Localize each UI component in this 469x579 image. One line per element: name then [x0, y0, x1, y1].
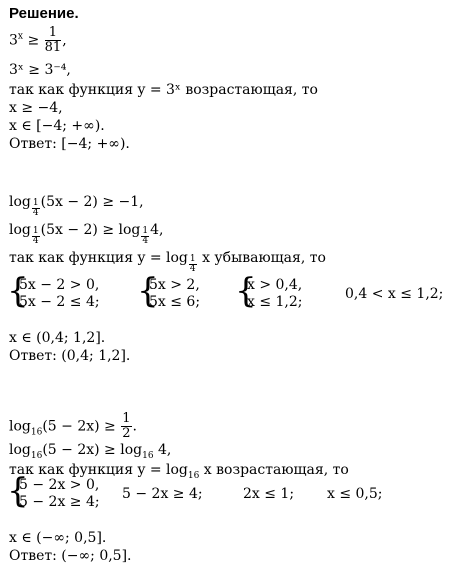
- p2-result: 0,4 < x ≤ 1,2;: [345, 286, 444, 302]
- p3-l1-log: log: [9, 418, 31, 435]
- p2-s2-row1: 5x > 2,: [149, 277, 200, 293]
- p2-s1-row2: 5x − 2 ≤ 4;: [19, 294, 100, 310]
- p1-exponent: x: [17, 31, 23, 42]
- p3-l2-log: log: [9, 442, 31, 458]
- p2-l2-den1: 4: [32, 236, 39, 246]
- p1-fraction: [45, 26, 62, 55]
- p3-step1: 5 − 2x ≥ 4;: [122, 486, 203, 502]
- p3-answer: Ответ: (−∞; 0,5].: [9, 548, 132, 564]
- p1-line4: x ≥ −4,: [9, 100, 63, 116]
- p2-l2-num2: 1: [142, 226, 149, 236]
- p2-l2-den2: 4: [142, 236, 149, 246]
- p3-num: 1: [122, 411, 131, 426]
- p2-line2: [9, 222, 163, 246]
- p3-system: [19, 477, 100, 511]
- p3-l2-base1: 16: [30, 451, 43, 461]
- p2-s1-row1: 5x − 2 > 0,: [19, 277, 100, 293]
- p3-l1-tail: .: [132, 418, 137, 435]
- p2-l2-mid: (5x − 2) ≥ log: [40, 222, 141, 238]
- solution-title: Решение.: [9, 5, 79, 22]
- p3-l2-tail: 4,: [158, 442, 172, 458]
- p2-base-fraction: [32, 199, 40, 218]
- p2-system1: [19, 277, 100, 311]
- p1-line5: x ∈ [−4; +∞).: [9, 118, 105, 134]
- p2-s2-row2: 5x ≤ 6;: [149, 294, 201, 310]
- p2-l2-num1: 1: [32, 226, 39, 236]
- p2-l2-tail: 4,: [150, 222, 164, 238]
- p2-system3: [247, 277, 303, 311]
- p2-l3-a: так как функция y = log: [9, 250, 188, 266]
- p2-line5: x ∈ (0,4; 1,2].: [9, 330, 106, 346]
- p2-l3-num: 1: [189, 254, 196, 264]
- p3-den: 2: [122, 426, 131, 441]
- p1-line3: так как функция y = 3ˣ возрастающая, то: [9, 82, 318, 98]
- p1-tail: ,: [62, 32, 67, 49]
- p3-l3-b: x возрастающая, то: [203, 462, 349, 478]
- p3-s-row2: 5 − 2x ≥ 4;: [19, 494, 100, 510]
- p3-step2: 2x ≤ 1;: [243, 486, 295, 502]
- p1-line2: 3ˣ ≥ 3⁻⁴,: [9, 62, 71, 78]
- p2-line1: [9, 194, 144, 218]
- p2-s3-row2: x ≤ 1,2;: [247, 294, 303, 310]
- p2-l3-den: 4: [189, 264, 196, 274]
- p3-system-brace: {: [7, 471, 29, 511]
- p3-step3: x ≤ 0,5;: [327, 486, 383, 502]
- p3-l2-mid: (5 − 2x) ≥ log: [42, 442, 143, 458]
- p2-base-num: 1: [32, 198, 39, 208]
- p3-s-row1: 5 − 2x > 0,: [19, 477, 100, 493]
- p3-l1-mid: (5 − 2x) ≥: [42, 418, 116, 435]
- p2-log: log: [9, 194, 31, 210]
- p2-s3-row1: x > 0,4,: [247, 277, 303, 293]
- p3-fraction: [121, 412, 131, 441]
- p2-base-den: 4: [32, 208, 39, 218]
- p2-l2-log: log: [9, 222, 31, 238]
- p2-system2-brace: {: [137, 271, 159, 311]
- p2-l1-rest: (5x − 2) ≥ −1,: [40, 194, 144, 210]
- p1-line1: [9, 26, 67, 55]
- p2-system1-brace: {: [7, 271, 29, 311]
- p2-system2: [149, 277, 200, 311]
- p3-l3-base: 16: [187, 471, 200, 481]
- p2-system3-brace: {: [235, 271, 257, 311]
- p1-numerator: 1: [45, 26, 62, 41]
- p1-answer: Ответ: [−4; +∞).: [9, 136, 130, 152]
- p2-answer: Ответ: (0,4; 1,2].: [9, 348, 131, 364]
- p3-line5: x ∈ (−∞; 0,5].: [9, 530, 107, 546]
- p3-line1: [9, 412, 137, 441]
- p3-l3-a: так как функция y = log: [9, 462, 188, 478]
- p1-relation: ≥: [27, 32, 40, 49]
- p2-l3-b: x убывающая, то: [202, 250, 326, 266]
- p2-l3-base: [189, 255, 197, 274]
- p3-l2-base2: 16: [142, 451, 154, 461]
- p1-base: 3: [9, 32, 18, 49]
- p3-l1-base: 16: [30, 427, 43, 438]
- p2-line3: [9, 250, 326, 274]
- p2-l2-base2: [141, 227, 149, 246]
- p2-l2-base1: [32, 227, 40, 246]
- p3-line2: [9, 442, 171, 464]
- p1-denominator: 81: [44, 40, 62, 55]
